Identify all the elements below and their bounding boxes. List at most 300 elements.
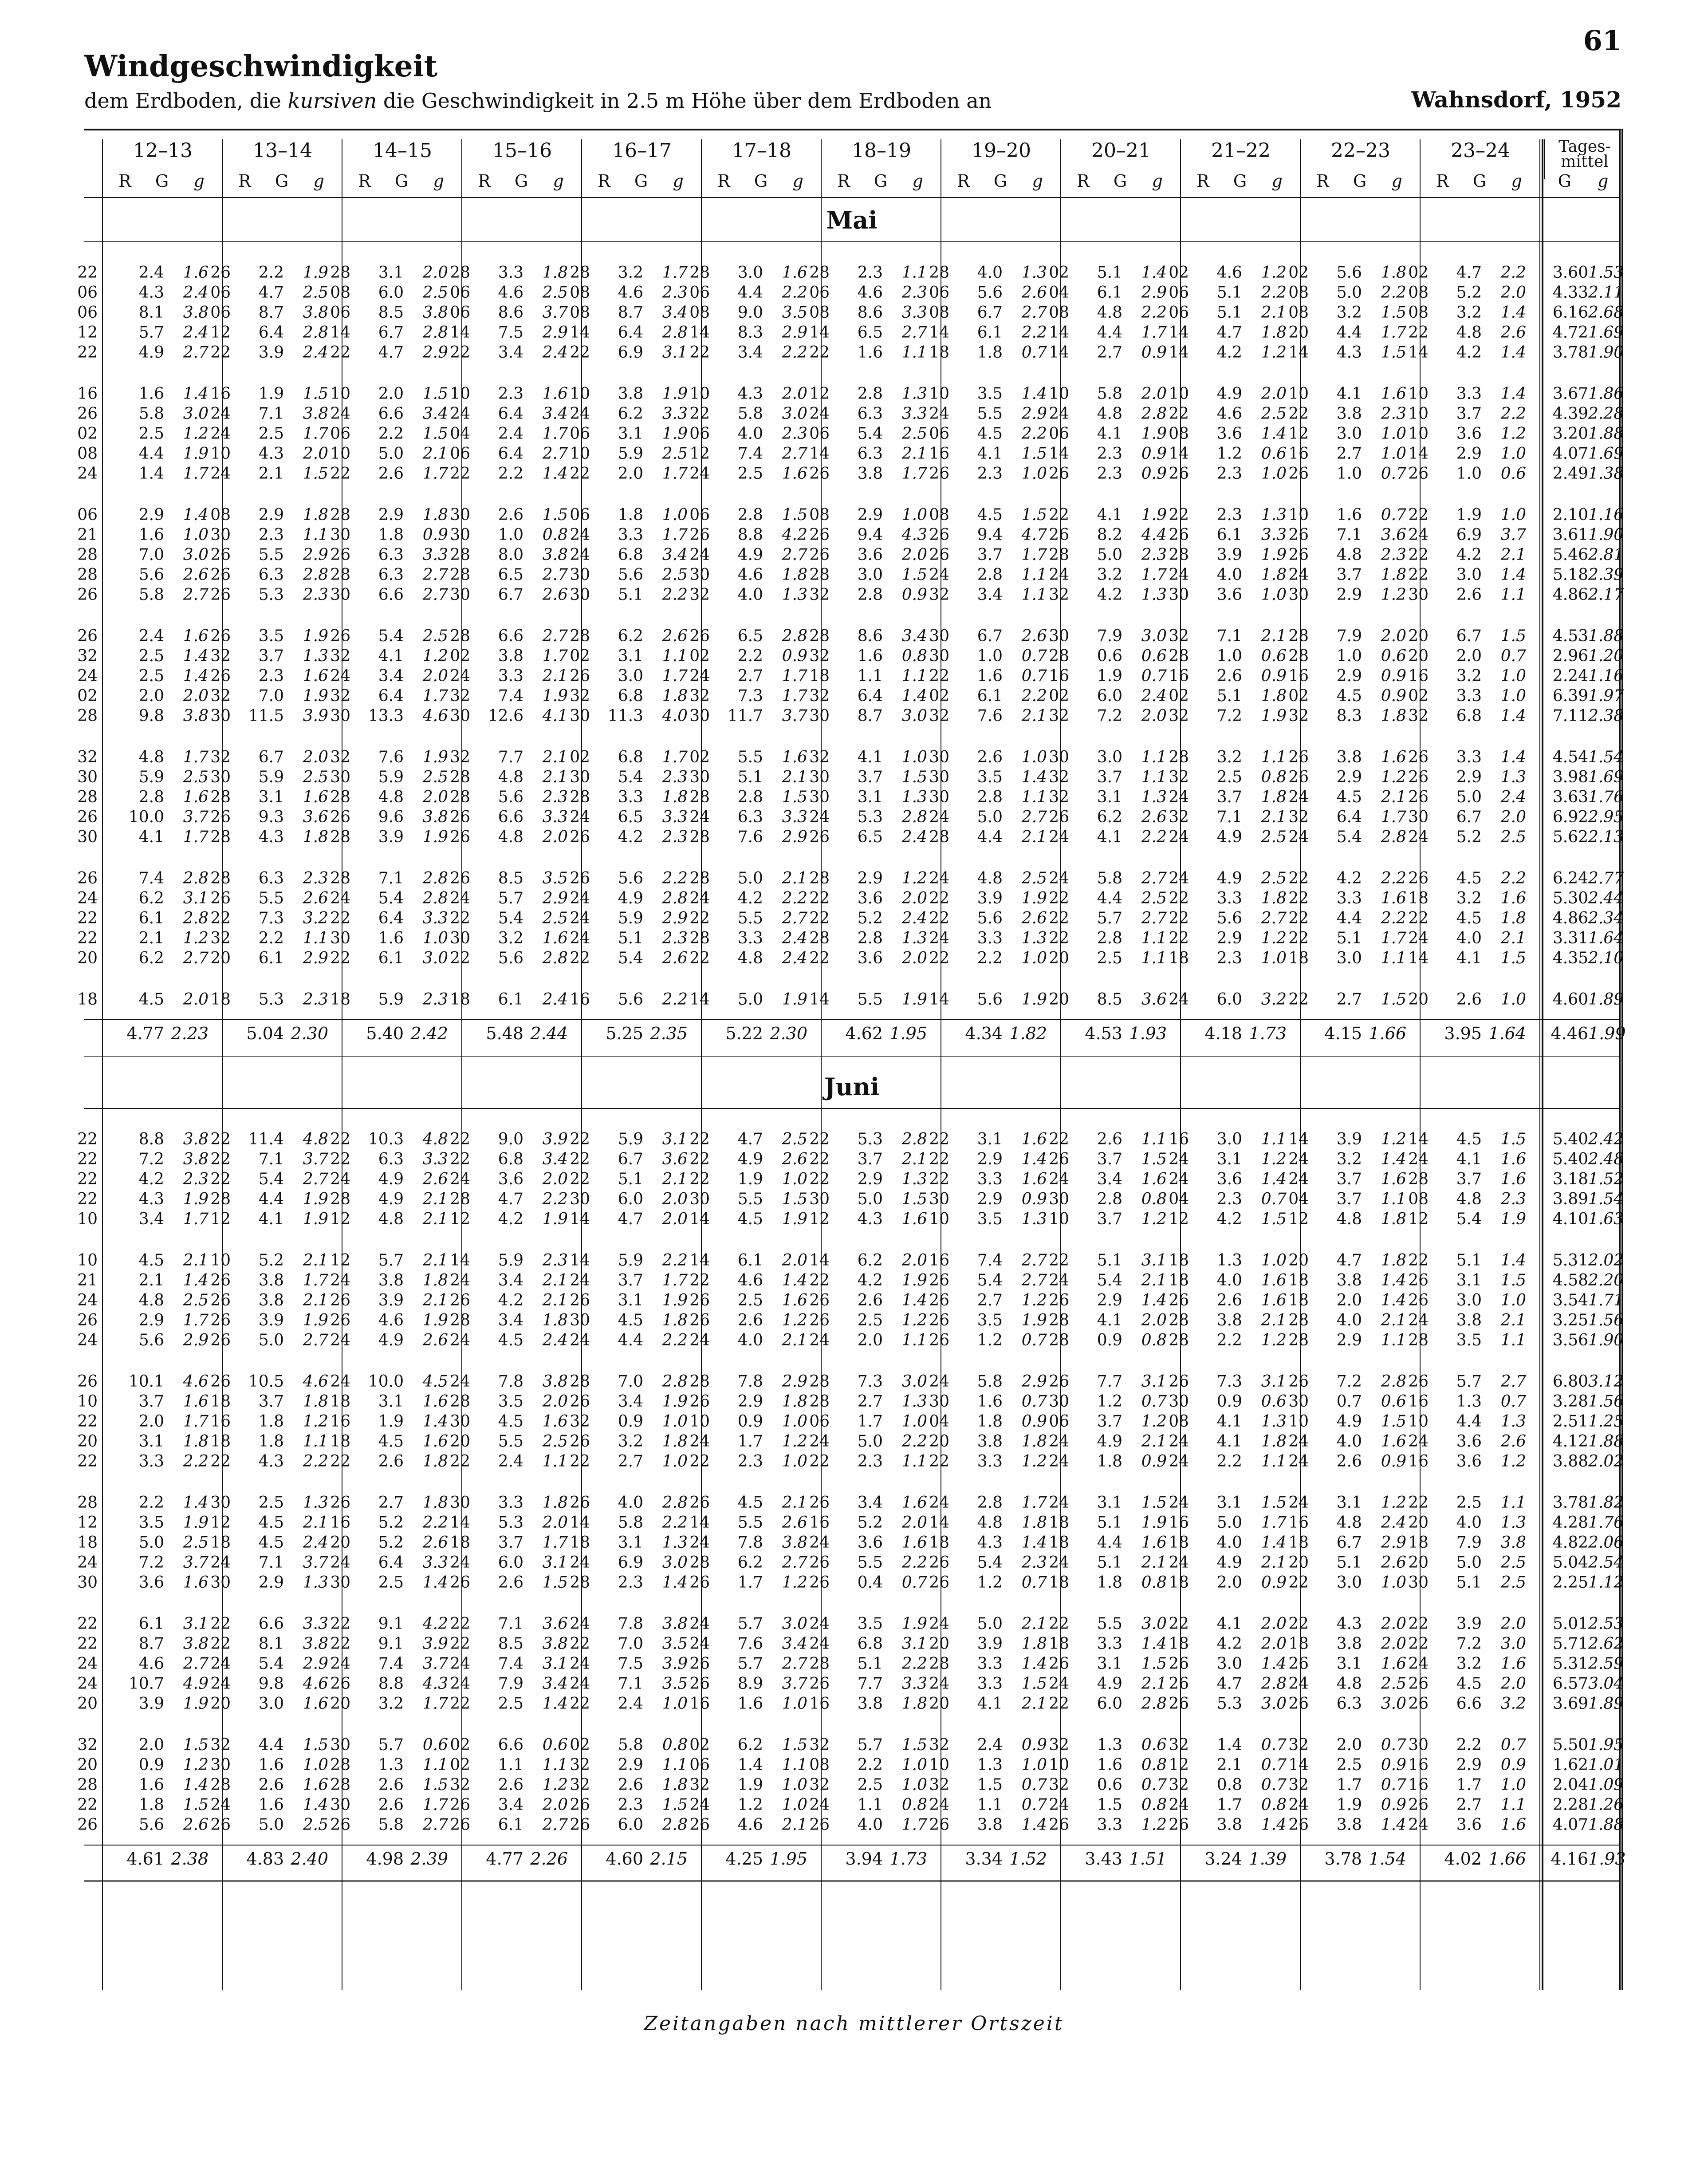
ground-speed-cell: 2.5 [498,1695,523,1713]
ground-speed-cell: 3.3 [1336,889,1362,907]
ground-speed-cell: 1.7 [1336,1776,1362,1794]
ground-speed-cell: 7.1 [498,1615,523,1633]
height-speed-cell: 0.8 [1261,1796,1287,1814]
ground-speed-cell: 4.0 [1336,1432,1362,1451]
column-labels [1300,171,1420,193]
ground-speed-cell: 3.4 [498,1796,523,1814]
ground-speed-cell: 5.0 [1216,1514,1242,1532]
daily-mean-ground: 6.57 [1552,1675,1588,1693]
direction-cell: 24 [1288,788,1309,806]
direction-cell: 32 [210,748,231,766]
direction-cell: 22 [1408,566,1429,584]
direction-cell: 30 [450,707,470,725]
direction-cell: 28 [689,264,710,282]
direction-cell: 20 [1408,1514,1429,1532]
ground-speed-cell: 4.5 [378,1432,404,1451]
height-speed-cell: 3.0 [1500,1635,1526,1653]
direction-cell: 26 [77,1816,98,1834]
ground-speed-cell: 3.7 [258,647,284,665]
ground-speed-cell: 1.3 [1216,1251,1242,1270]
ground-speed-cell: 2.7 [1456,1796,1482,1814]
height-speed-cell: 1.0 [782,1695,807,1713]
table-row [77,1170,1624,1188]
height-speed-cell: 1.9 [662,1291,688,1309]
ground-speed-cell: 5.5 [258,889,284,907]
direction-cell: 28 [689,788,710,806]
direction-cell: 32 [570,687,590,705]
direction-cell: 16 [1169,1514,1189,1532]
ground-speed-cell: 2.5 [857,1776,883,1794]
ground-speed-cell: 3.0 [1216,1130,1242,1148]
direction-cell: 24 [330,1170,350,1188]
height-speed-cell: 2.5 [542,909,568,927]
ground-speed-cell: 5.9 [498,1251,523,1270]
daily-mean-height: 2.68 [1588,304,1624,322]
direction-cell: 20 [929,1695,949,1713]
column-label-G: G [1558,171,1571,191]
ground-speed-cell: 7.1 [258,1554,284,1572]
direction-cell: 08 [929,506,949,524]
direction-cell: 18 [210,1534,231,1552]
ground-speed-cell: 2.5 [258,425,284,443]
ground-speed-cell: 5.8 [737,405,763,423]
ground-speed-cell: 2.9 [977,1190,1003,1208]
height-speed-cell: 1.5 [1500,949,1526,967]
direction-cell: 24 [450,1655,470,1673]
ground-speed-cell: 5.5 [857,990,883,1009]
height-speed-cell: 1.9 [183,1190,209,1208]
direction-cell: 28 [1288,647,1309,665]
height-speed-cell: 2.6 [1500,323,1526,342]
direction-cell: 26 [1049,1816,1069,1834]
height-speed-cell: 1.9 [183,1695,209,1713]
ground-speed-cell: 2.9 [1336,768,1362,786]
direction-cell: 30 [929,627,949,645]
direction-cell: 28 [330,788,350,806]
height-speed-cell: 1.7 [183,1210,209,1228]
height-speed-cell: 0.8 [662,1736,688,1754]
direction-cell: 10 [1408,385,1429,403]
height-speed-cell: 3.7 [542,304,568,322]
direction-cell: 24 [689,1796,710,1814]
ground-speed-cell: 7.9 [1456,1534,1482,1552]
height-speed-cell: 2.1 [422,1291,448,1309]
direction-cell: 22 [809,909,830,927]
direction-cell: 22 [809,1452,830,1471]
column-label-g: g [553,171,564,191]
station-label: Wahnsdorf, 1952 [1411,87,1621,113]
height-speed-cell: 0.7 [1021,647,1047,665]
table-row [77,808,1624,826]
height-speed-cell: 1.0 [782,1796,807,1814]
ground-speed-cell: 3.1 [138,1432,164,1451]
height-speed-cell: 1.1 [303,526,328,544]
ground-speed-cell: 5.0 [258,1331,284,1349]
height-speed-cell: 1.8 [1500,909,1526,927]
height-speed-cell: 2.5 [1500,1554,1526,1572]
direction-cell: 24 [1408,526,1429,544]
direction-cell: 24 [77,1675,98,1693]
ground-speed-cell: 0.9 [618,1412,643,1431]
height-speed-cell: 1.1 [1141,949,1167,967]
direction-cell: 24 [450,1271,470,1290]
height-speed-cell: 1.2 [901,1311,927,1329]
direction-cell: 20 [77,1756,98,1774]
direction-cell: 24 [809,1635,830,1653]
daily-mean-height: 2.95 [1588,808,1624,826]
ground-speed-cell: 3.6 [857,1534,883,1552]
height-speed-cell: 1.0 [782,1170,807,1188]
height-speed-cell: 2.3 [901,284,927,302]
height-speed-cell: 1.2 [1500,425,1526,443]
ground-speed-cell: 4.6 [737,1816,763,1834]
height-speed-cell: 1.7 [1261,1514,1287,1532]
direction-cell: 18 [330,1392,350,1411]
direction-cell: 22 [689,1150,710,1168]
direction-cell: 14 [689,990,710,1009]
ground-speed-cell: 2.4 [618,1695,643,1713]
column-labels [1420,171,1539,193]
ground-speed-cell: 4.1 [1456,949,1482,967]
height-speed-cell: 1.7 [542,425,568,443]
ground-speed-cell: 5.1 [618,929,643,947]
height-speed-cell: 3.8 [303,405,328,423]
ground-speed-cell: 6.1 [977,323,1003,342]
ground-speed-cell: 2.9 [138,1311,164,1329]
ground-speed-cell: 1.6 [138,526,164,544]
ground-speed-cell: 5.0 [977,1615,1003,1633]
monthly-mean-height: 1.73 [889,1849,927,1869]
height-speed-cell: 2.7 [422,1816,448,1834]
height-speed-cell: 2.1 [1141,1554,1167,1572]
ground-speed-cell: 3.7 [857,768,883,786]
ground-speed-cell: 1.8 [977,343,1003,362]
ground-speed-cell: 3.1 [1097,1655,1122,1673]
ground-speed-cell: 4.5 [1456,1675,1482,1693]
ground-speed-cell: 2.4 [498,1452,523,1471]
ground-speed-cell: 3.1 [1097,1494,1122,1512]
direction-cell: 26 [210,1372,231,1391]
direction-cell: 28 [210,788,231,806]
height-speed-cell: 2.2 [662,869,688,887]
direction-cell: 30 [77,1573,98,1592]
height-speed-cell: 2.6 [662,949,688,967]
direction-cell: 26 [689,526,710,544]
direction-cell: 02 [570,1736,590,1754]
height-speed-cell: 1.9 [1261,546,1287,564]
height-speed-cell: 1.0 [1021,748,1047,766]
height-speed-cell: 1.6 [303,1776,328,1794]
daily-mean-height: 1.89 [1588,990,1624,1009]
height-speed-cell: 2.7 [1141,869,1167,887]
height-speed-cell: 2.7 [901,323,927,342]
height-speed-cell: 1.7 [662,526,688,544]
direction-cell: 18 [210,1432,231,1451]
ground-speed-cell: 2.5 [1216,768,1242,786]
height-speed-cell: 2.7 [183,1655,209,1673]
direction-cell: 28 [330,869,350,887]
direction-cell: 28 [809,869,830,887]
direction-cell: 14 [1049,343,1069,362]
ground-speed-cell: 8.6 [857,304,883,322]
height-speed-cell: 1.2 [1021,1291,1047,1309]
direction-cell: 32 [1049,788,1069,806]
ground-speed-cell: 5.9 [618,1251,643,1270]
height-speed-cell: 2.7 [542,1816,568,1834]
table-row [77,748,1624,766]
direction-cell: 24 [689,465,710,483]
ground-speed-cell: 4.4 [1097,323,1122,342]
direction-cell: 18 [1288,1271,1309,1290]
ground-speed-cell: 6.1 [498,1816,523,1834]
direction-cell: 24 [1169,828,1189,846]
height-speed-cell: 2.7 [1021,304,1047,322]
direction-cell: 24 [450,1170,470,1188]
daily-mean-ground: 3.88 [1552,1452,1588,1471]
monthly-mean-height: 2.15 [650,1849,688,1869]
monthly-mean-ground: 4.15 [1324,1024,1362,1043]
ground-speed-cell: 5.2 [258,1251,284,1270]
height-speed-cell: 2.2 [782,284,807,302]
ground-speed-cell: 4.1 [378,647,404,665]
height-speed-cell: 1.5 [1141,1655,1167,1673]
ground-speed-cell: 3.6 [857,546,883,564]
height-speed-cell: 1.8 [422,1452,448,1471]
ground-speed-cell: 1.0 [498,526,523,544]
monthly-mean-ground: 3.34 [965,1849,1003,1869]
height-speed-cell: 1.9 [1021,1311,1047,1329]
direction-cell: 26 [77,869,98,887]
direction-cell: 18 [1288,949,1309,967]
ground-speed-cell: 4.8 [498,828,523,846]
column-label-R: R [478,171,491,191]
ground-speed-cell: 6.4 [498,405,523,423]
direction-cell: 30 [929,1392,949,1411]
direction-cell: 20 [929,1432,949,1451]
wind-speed-table [77,129,1626,1990]
ground-speed-cell: 2.7 [1336,445,1362,463]
daily-mean-height: 2.10 [1588,949,1624,967]
daily-mean-ground: 5.18 [1552,566,1588,584]
height-speed-cell: 2.4 [303,1534,328,1552]
daily-mean-height: 1.88 [1588,1432,1624,1451]
ground-speed-cell: 5.8 [618,1736,643,1754]
ground-speed-cell: 6.7 [618,1150,643,1168]
direction-cell: 02 [929,687,949,705]
direction-cell: 18 [1169,1251,1189,1270]
height-speed-cell: 1.6 [901,1534,927,1552]
height-speed-cell: 2.2 [1500,869,1526,887]
height-speed-cell: 2.7 [1021,1271,1047,1290]
ground-speed-cell: 5.6 [618,869,643,887]
ground-speed-cell: 11.3 [607,707,643,725]
daily-mean-height: 1.90 [1588,343,1624,362]
ground-speed-cell: 3.2 [1216,748,1242,766]
height-speed-cell: 3.3 [422,909,448,927]
ground-speed-cell: 7.0 [618,1635,643,1653]
ground-speed-cell: 4.8 [737,949,763,967]
ground-speed-cell: 3.0 [618,667,643,685]
height-speed-cell: 1.8 [1021,1635,1047,1653]
direction-cell: 24 [1049,1432,1069,1451]
ground-speed-cell: 7.7 [857,1675,883,1693]
direction-cell: 22 [210,1452,231,1471]
direction-cell: 26 [450,1796,470,1814]
ground-speed-cell: 4.1 [1216,1432,1242,1451]
ground-speed-cell: 7.3 [258,909,284,927]
direction-cell: 30 [77,828,98,846]
ground-speed-cell: 4.1 [1097,1311,1122,1329]
ground-speed-cell: 3.3 [618,526,643,544]
ground-speed-cell: 2.6 [1336,1452,1362,1471]
direction-cell: 10 [1288,1412,1309,1431]
direction-cell: 26 [1408,1271,1429,1290]
ground-speed-cell: 4.5 [138,990,164,1009]
direction-cell: 22 [1288,1573,1309,1592]
direction-cell: 20 [1288,1251,1309,1270]
height-speed-cell: 1.4 [1141,264,1167,282]
ground-speed-cell: 4.4 [977,828,1003,846]
height-speed-cell: 3.9 [303,707,328,725]
direction-cell: 22 [450,1695,470,1713]
ground-speed-cell: 4.2 [737,889,763,907]
ground-speed-cell: 2.5 [857,1311,883,1329]
height-speed-cell: 1.9 [1021,889,1047,907]
ground-speed-cell: 2.0 [138,687,164,705]
height-speed-cell: 2.1 [303,1291,328,1309]
height-speed-cell: 1.2 [183,1756,209,1774]
daily-mean-height: 1.53 [1588,264,1624,282]
height-speed-cell: 1.0 [662,1695,688,1713]
ground-speed-cell: 6.0 [1097,687,1122,705]
ground-speed-cell: 4.3 [1336,1615,1362,1633]
height-speed-cell: 1.4 [183,647,209,665]
ground-speed-cell: 4.5 [618,1311,643,1329]
direction-cell: 30 [929,748,949,766]
height-speed-cell: 2.1 [1381,1311,1406,1329]
ground-speed-cell: 1.8 [258,1432,284,1451]
ground-speed-cell: 9.6 [378,808,404,826]
direction-cell: 24 [929,1675,949,1693]
height-speed-cell: 4.2 [422,1615,448,1633]
direction-cell: 14 [1288,1130,1309,1148]
ground-speed-cell: 2.3 [258,526,284,544]
table-row [77,1675,1624,1693]
height-speed-cell: 3.1 [1261,1372,1287,1391]
direction-cell: 26 [929,546,949,564]
ground-speed-cell: 3.4 [498,1271,523,1290]
ground-speed-cell: 8.7 [618,304,643,322]
daily-mean-ground: 3.56 [1552,1331,1588,1349]
height-speed-cell: 3.9 [662,1655,688,1673]
daily-mean-height: 2.02 [1588,1251,1624,1270]
ground-speed-cell: 4.5 [1336,788,1362,806]
table-row [77,1736,1624,1754]
daily-mean-ground: 3.69 [1552,1695,1588,1713]
direction-cell: 14 [1288,343,1309,362]
height-speed-cell: 1.7 [662,667,688,685]
height-speed-cell: 1.6 [1021,1130,1047,1148]
ground-speed-cell: 3.8 [1456,1311,1482,1329]
ground-speed-cell: 5.1 [1097,264,1122,282]
direction-cell: 14 [1408,1130,1429,1148]
direction-cell: 24 [210,425,231,443]
ground-speed-cell: 6.4 [1336,808,1362,826]
direction-cell: 28 [1288,1331,1309,1349]
height-speed-cell: 4.0 [662,707,688,725]
direction-cell: 26 [809,1554,830,1572]
height-speed-cell: 0.9 [1381,1452,1406,1471]
ground-speed-cell: 3.8 [258,1271,284,1290]
height-speed-cell: 2.2 [1381,284,1406,302]
ground-speed-cell: 4.9 [378,1170,404,1188]
ground-speed-cell: 6.8 [618,687,643,705]
height-speed-cell: 3.0 [901,707,927,725]
direction-cell: 06 [77,506,98,524]
direction-cell: 24 [1288,1452,1309,1471]
direction-cell: 28 [929,264,949,282]
height-speed-cell: 1.1 [422,1756,448,1774]
direction-cell: 30 [1049,1392,1069,1411]
ground-speed-cell: 6.2 [857,1251,883,1270]
direction-cell: 32 [1049,1736,1069,1754]
ground-speed-cell: 1.2 [977,1573,1003,1592]
direction-cell: 30 [450,526,470,544]
direction-cell: 24 [450,1372,470,1391]
daily-mean-ground: 4.53 [1552,627,1588,645]
ground-speed-cell: 9.1 [378,1635,404,1653]
height-speed-cell: 2.8 [901,1130,927,1148]
direction-cell: 32 [1049,707,1069,725]
height-speed-cell: 1.2 [1381,768,1406,786]
daily-mean-ground: 3.61 [1552,526,1588,544]
ground-speed-cell: 6.7 [1336,1534,1362,1552]
height-speed-cell: 1.3 [1500,768,1526,786]
direction-cell: 14 [809,445,830,463]
height-speed-cell: 1.1 [1141,1130,1167,1148]
ground-speed-cell: 5.1 [1456,1251,1482,1270]
direction-cell: 28 [77,546,98,564]
direction-cell: 30 [450,929,470,947]
direction-cell: 24 [77,1291,98,1309]
table-row [77,1432,1624,1451]
direction-cell: 18 [1049,1635,1069,1653]
direction-cell: 24 [1408,1816,1429,1834]
ground-speed-cell: 2.6 [498,1776,523,1794]
height-speed-cell: 1.8 [1021,1432,1047,1451]
height-speed-cell: 2.0 [422,788,448,806]
ground-speed-cell: 4.1 [1097,828,1122,846]
daily-mean-ground: 5.04 [1552,1554,1588,1572]
height-speed-cell: 0.6 [1141,1736,1167,1754]
direction-cell: 24 [1288,1170,1309,1188]
ground-speed-cell: 3.2 [1456,304,1482,322]
height-speed-cell: 1.8 [542,1311,568,1329]
direction-cell: 18 [330,990,350,1009]
height-speed-cell: 3.1 [183,1615,209,1633]
height-speed-cell: 2.0 [901,1514,927,1532]
column-label-g: g [1152,171,1163,191]
height-speed-cell: 2.7 [1261,909,1287,927]
height-speed-cell: 1.8 [782,566,807,584]
height-speed-cell: 0.9 [1021,1190,1047,1208]
height-speed-cell: 1.5 [901,768,927,786]
direction-cell: 06 [210,304,231,322]
direction-cell: 26 [210,1311,231,1329]
height-speed-cell: 2.1 [782,768,807,786]
height-speed-cell: 1.0 [901,1756,927,1774]
direction-cell: 20 [210,949,231,967]
